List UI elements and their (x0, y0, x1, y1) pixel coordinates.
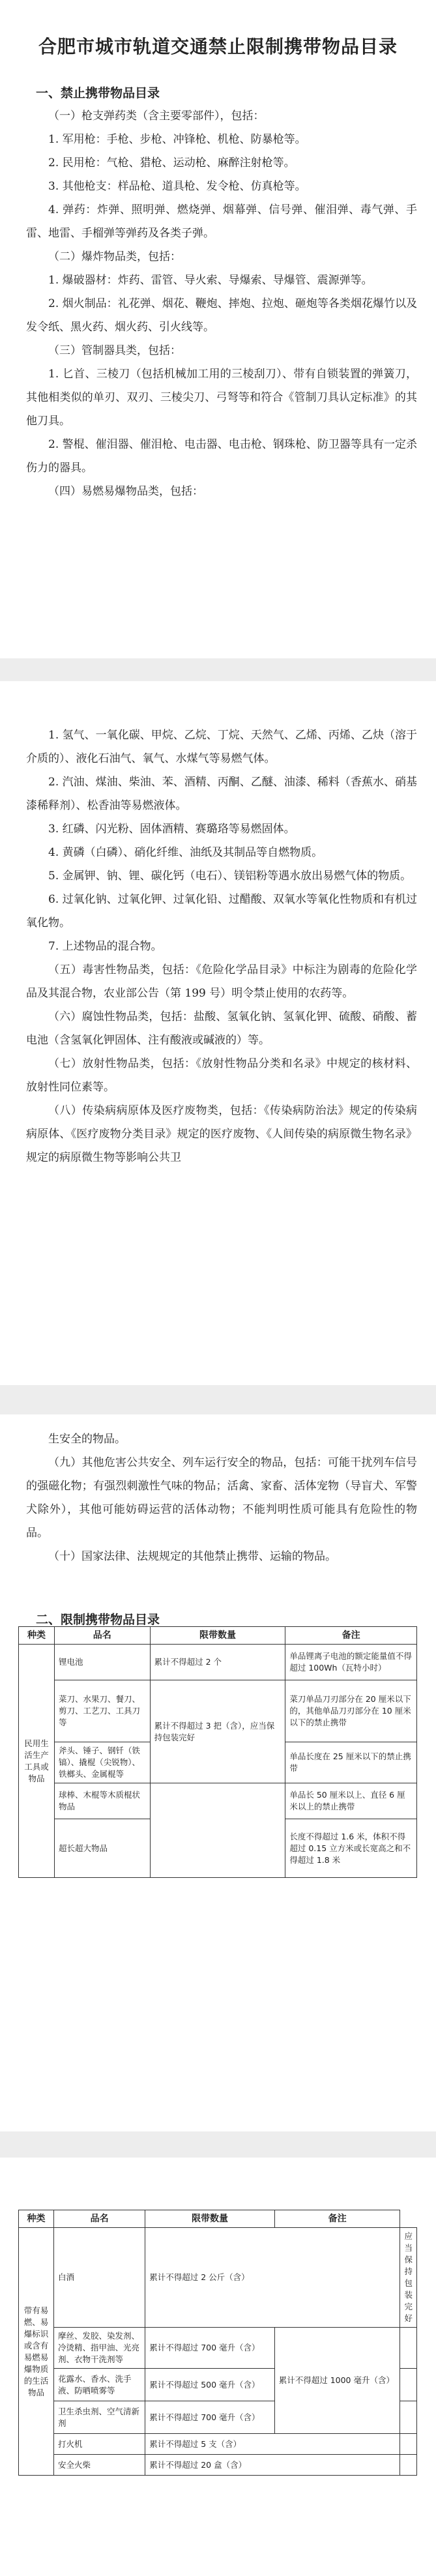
paragraph: （四）易燃易爆物品类，包括： (48, 485, 203, 498)
table-cell: 累计不得超过 700 毫升（含） (145, 2401, 275, 2434)
table-cell: 白酒 (53, 2228, 145, 2328)
table-cell: 球棒、木棍等木质棍状物品 (54, 1783, 150, 1819)
table-header-cell: 种类 (19, 1627, 55, 1645)
paragraph: 1. 氢气、一氧化碳、甲烷、乙烷、丁烷、天然气、乙烯、丙烯、乙炔（溶于介质的）、液化石油气、氧气、水煤气等易燃气体。 (26, 729, 417, 765)
document-title: 合肥市城市轨道交通禁止限制携带物品目录 (38, 36, 398, 57)
table-row (19, 1783, 417, 1819)
paragraph-block (26, 1427, 417, 1568)
paragraph: 1. 爆破器材：炸药、雷管、导火索、导爆索、导爆管、震源弹等。 (48, 274, 373, 287)
table-cell: 卫生杀虫剂、空气清新剂 (53, 2401, 145, 2434)
table-header-cell: 品名 (54, 1627, 150, 1645)
table-header-cell: 备注 (274, 2210, 400, 2228)
paragraph: （六）腐蚀性物品类，包括：盐酸、氢氧化钠、氢氧化钾、硫酸、硝酸、蓄电池（含氢氧化钾固体、注有酸液或碱液的）等。 (26, 1010, 417, 1047)
table-header-cell: 限带数量 (145, 2210, 275, 2228)
paragraph: （三）管制器具类，包括： (48, 344, 181, 357)
paragraph: 6. 过氧化钠、过氧化钾、过氧化铅、过醋酸、双氧水等氧化性物质和有机过氧化物。 (26, 893, 417, 929)
section-2-heading: 二、限制携带物品目录 (36, 1613, 160, 1627)
table-cell: 菜刀、水果刀、餐刀、剪刀、工艺刀、工具刀等 (54, 1680, 150, 1742)
paragraph: （一）枪支弹药类（含主要零部件），包括： (48, 110, 265, 123)
table-cell: 花露水、香水、洗手液、防晒喷雾等 (53, 2369, 145, 2401)
paragraph: 3. 其他枪支：样品枪、道具枪、发令枪、仿真枪等。 (48, 180, 306, 193)
table-cell: 锂电池 (54, 1645, 150, 1680)
paragraph: 3. 红磷、闪光粉、固体酒精、赛璐珞等易燃固体。 (48, 823, 295, 836)
table-header-cell: 种类 (19, 2210, 54, 2228)
paragraph: 4. 黄磷（白磷）、硝化纤维、油纸及其制品等自燃物质。 (48, 846, 323, 859)
table-header-cell: 限带数量 (150, 1627, 285, 1645)
table-header-row (19, 2210, 417, 2228)
page-gap (0, 1385, 436, 1414)
table-cell: 累计不得超过 700 毫升（含） (145, 2328, 275, 2369)
paragraph-block (26, 104, 417, 503)
paragraph: 2. 烟火制品：礼花弹、烟花、鞭炮、摔炮、拉炮、砸炮等各类烟花爆竹以及发令纸、黑火药、烟火药、引火线等。 (26, 297, 417, 334)
paragraph: （十）国家法律、法规规定的其他禁止携带、运输的物品。 (48, 1550, 336, 1563)
table-cell: 单品锂离子电池的额定能量值不得超过 100Wh（瓦特小时） (285, 1645, 417, 1680)
paragraph: （二）爆炸物品类，包括： (48, 250, 181, 263)
paragraph-block (26, 724, 417, 1169)
page-gap (0, 2131, 436, 2158)
table-cell: 单品长 50 厘米以上、直径 6 厘米以上的禁止携带 (285, 1783, 417, 1819)
table-cell: 累计不得超过 3 把（含），应当保持包装完好 (150, 1680, 285, 1783)
section-1-heading: 一、禁止携带物品目录 (36, 86, 160, 100)
page-2 (0, 681, 436, 1385)
table-header-row (19, 1627, 417, 1645)
page-4 (0, 2158, 436, 2576)
page-gap (0, 658, 436, 681)
page-3 (0, 1414, 436, 2131)
table-cell: 打火机 (53, 2434, 145, 2455)
paragraph: （八）传染病病原体及医疗废物类，包括：《传染病防治法》规定的传染病病原体、《医疗废物分类目录》规定的医疗废物、《人间传染的病原微生物名录》规定的病原微生物等影响公共卫 (26, 1104, 417, 1164)
table-cell (400, 2328, 417, 2369)
table-row (19, 1645, 417, 1680)
table-cell: 民用生活生产工具或物品 (19, 1645, 55, 1878)
paragraph: 1. 匕首、三棱刀（包括机械加工用的三棱刮刀）、带有自锁装置的弹簧刀，其他相类似的单刃、双刃、三棱尖刀、弓弩等和符合《管制刀具认定标准》的其他刀具。 (26, 368, 417, 428)
table-cell: 斧头、锤子、钢钎（铁镐）、撬棍（尖锐物）、铁榔头、金属棍等 (54, 1742, 150, 1783)
table-row (19, 2328, 417, 2369)
table-cell (400, 2455, 417, 2476)
table-cell: 应当保持包装完好 (400, 2228, 417, 2328)
table-cell: 累计不得超过 2 个 (150, 1645, 285, 1680)
table-cell (400, 2434, 417, 2455)
table-row (19, 2455, 417, 2476)
table-cell (400, 2369, 417, 2401)
table-cell: 摩丝、发胶、染发剂、冷烫精、指甲油、光亮剂、衣物干洗剂等 (53, 2328, 145, 2369)
table-cell: 累计不得超过 1000 毫升（含） (274, 2328, 400, 2434)
table-row (19, 1680, 417, 1742)
table-cell: 菜刀单品刀刃部分在 20 厘米以下的，其他单品刀刃部分在 10 厘米以下的禁止携带 (285, 1680, 417, 1742)
table-cell: 带有易燃、易爆标识或含有易燃易爆物质的生活物品 (19, 2228, 54, 2476)
paragraph: 4. 弹药：炸弹、照明弹、燃烧弹、烟幕弹、信号弹、催泪弹、毒气弹、手雷、地雷、手榴弹等弹药及各类子弹。 (26, 203, 417, 240)
restricted-table-2 (18, 2210, 417, 2476)
table-row (19, 2434, 417, 2455)
paragraph: 2. 汽油、煤油、柴油、苯、酒精、丙酮、乙醚、油漆、稀料（香蕉水、硝基漆稀释剂）、松香油等易燃液体。 (26, 776, 417, 812)
table-cell: 累计不得超过 20 盒（含） (145, 2455, 400, 2476)
paragraph: 5. 金属钾、钠、锂、碳化钙（电石）、镁铝粉等遇水放出易燃气体的物质。 (48, 870, 412, 883)
page-1 (0, 0, 436, 658)
table-cell: 单品长度在 25 厘米以下的禁止携带 (285, 1742, 417, 1783)
paragraph: （五）毒害性物品类，包括：《危险化学品目录》中标注为剧毒的危险化学品及其混合物，农业部公告（第 199 号）明令禁止使用的农药等。 (26, 963, 417, 1000)
table-cell: 累计不得超过 2 公斤（含） (145, 2228, 400, 2328)
table-cell (400, 2401, 417, 2434)
table-cell: 长度不得超过 1.6 米，体积不得超过 0.15 立方米或长宽高之和不得超过 1.8 米 (285, 1819, 417, 1878)
paragraph: （九）其他危害公共安全、列车运行安全的物品，包括：可能干扰列车信号的强磁化物；有强烈刺激性气味的物品；活禽、家畜、活体宠物（导盲犬、军警犬除外），其他可能妨碍运营的活体动物；不能判明性质可能具有危险性的物品。 (26, 1456, 417, 1540)
table-cell: 累计不得超过 500 毫升（含） (145, 2369, 275, 2401)
table-header-cell: 品名 (53, 2210, 145, 2228)
table-cell (150, 1783, 285, 1878)
paragraph: 2. 警棍、催泪器、催泪枪、电击器、电击枪、钢珠枪、防卫器等具有一定杀伤力的器具。 (26, 438, 417, 475)
restricted-table-1 (18, 1626, 417, 1878)
table-cell: 超长超大物品 (54, 1819, 150, 1878)
paragraph: 7. 上述物品的混合物。 (48, 940, 162, 953)
paragraph: 生安全的物品。 (48, 1433, 126, 1446)
paragraph: 2. 民用枪：气枪、猎枪、运动枪、麻醉注射枪等。 (48, 156, 295, 169)
table-cell: 安全火柴 (53, 2455, 145, 2476)
table-header-cell: 备注 (285, 1627, 417, 1645)
table-row (19, 2228, 417, 2328)
table-cell: 累计不得超过 5 支（含） (145, 2434, 400, 2455)
paragraph: （七）放射性物品类，包括：《放射性物品分类和名录》中规定的核材料、放射性同位素等。 (26, 1057, 417, 1094)
paragraph: 1. 军用枪：手枪、步枪、冲锋枪、机枪、防暴枪等。 (48, 133, 306, 146)
